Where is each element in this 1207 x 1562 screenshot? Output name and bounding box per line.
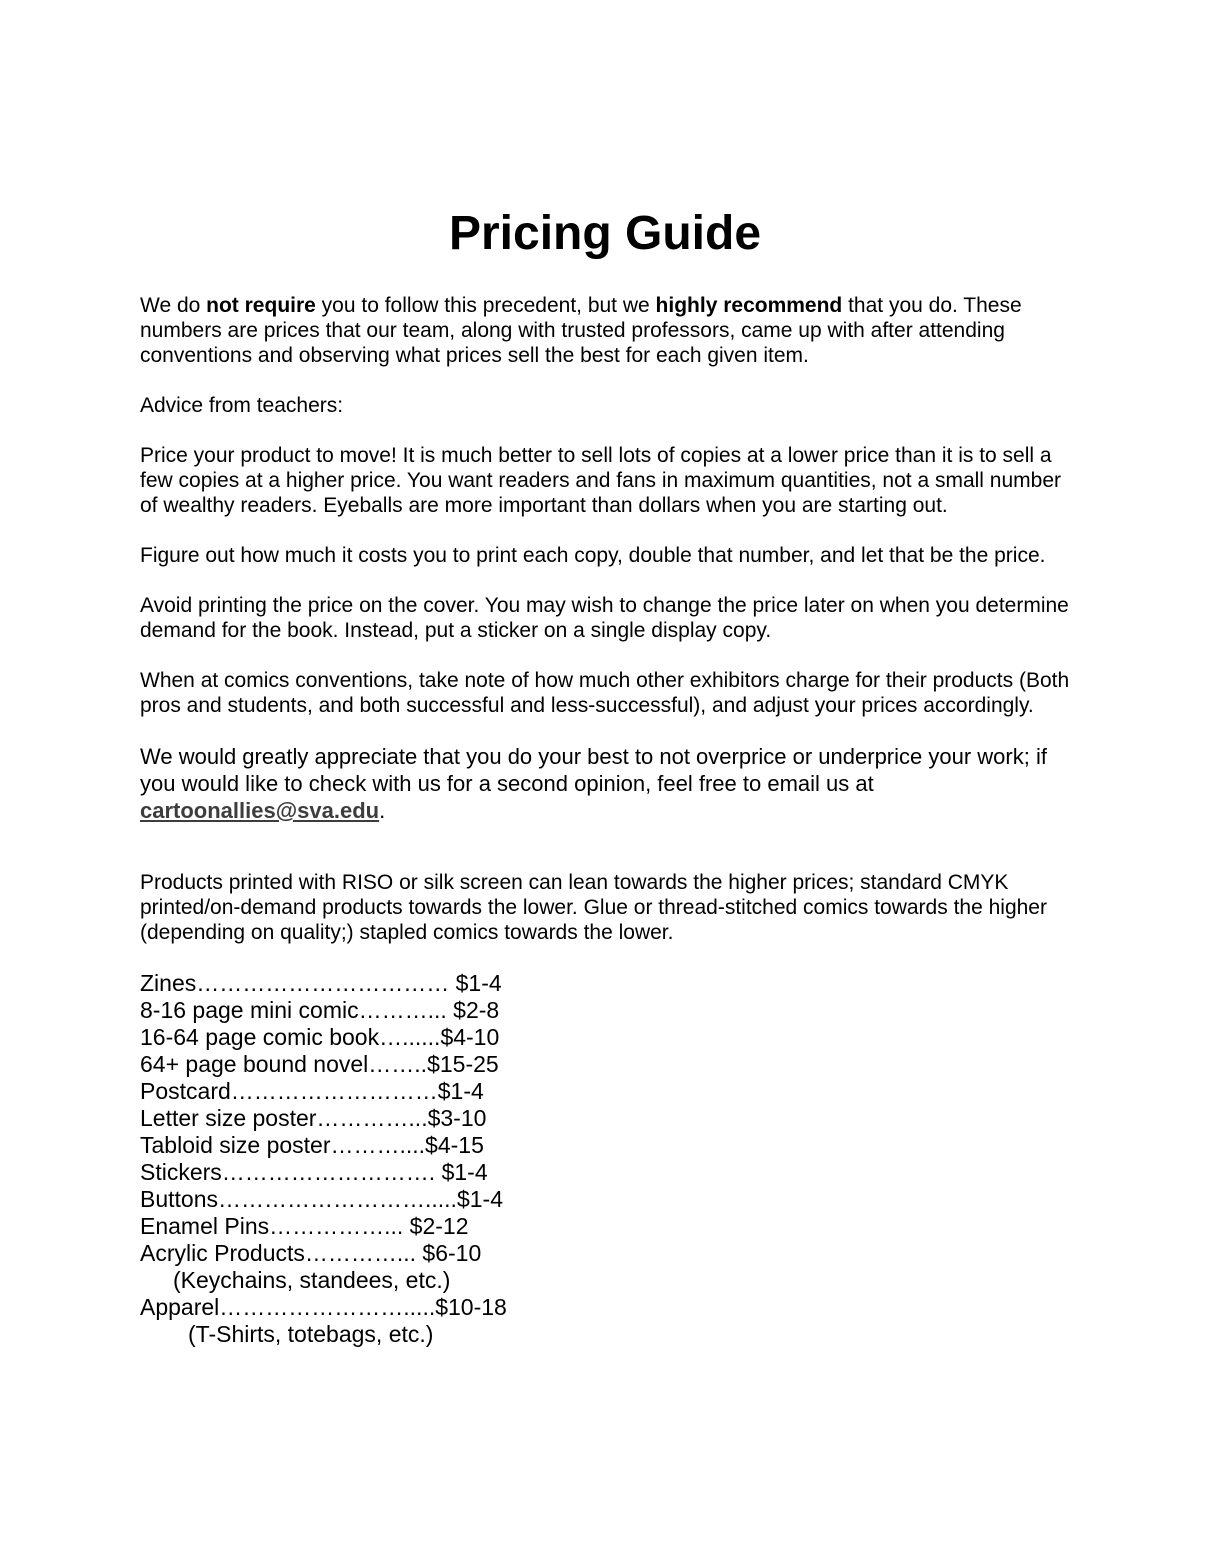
price-list-line-letter-poster: Letter size poster…………...$3-10: [140, 1105, 487, 1131]
appeal-period: .: [379, 798, 386, 823]
intro-paragraph: [140, 293, 1075, 368]
price-list-line-keychains-note: (Keychains, standees, etc.): [173, 1267, 451, 1293]
price-list-line-comic-book: 16-64 page comic book…......$4-10: [140, 1024, 500, 1050]
price-list-line-acrylic-products: Acrylic Products…………... $6-10: [140, 1240, 482, 1266]
advice-heading: Advice from teachers:: [140, 394, 344, 417]
bold-phrase-highly-recommend: highly recommend: [655, 294, 843, 317]
printing-note-paragraph: Products printed with RISO or silk screen can lean towards the higher prices; standard CMYK printed/on-demand products towards the lower. Glue or thread-stitched comics towards the higher (depending on quality;) stapled comics towards the lower.: [140, 871, 1047, 944]
price-list-line-buttons: Buttons……………………….....$1-4: [140, 1186, 503, 1212]
price-list-line-stickers: Stickers………………………. $1-4: [140, 1159, 488, 1185]
price-list-line-enamel-pins: Enamel Pins……………... $2-12: [140, 1213, 469, 1239]
intro-text-2: you to follow this precedent, but we: [315, 294, 656, 317]
advice-paragraph-convention-prices: When at comics conventions, take note of how much other exhibitors charge for their products (Both pros and students, and both successful and less-successful), and adjust your prices accordingly.: [140, 669, 1070, 717]
price-list-line-mini-comic: 8-16 page mini comic………... $2-8: [140, 997, 500, 1023]
intro-text-3: that you do. These numbers are prices that our team, along with trusted professors, came up with after attending conventions and observing what prices sell the best for each given item.: [140, 294, 1022, 367]
price-list-line-bound-novel: 64+ page bound novel……..$15-25: [140, 1051, 499, 1077]
price-list: [140, 970, 1075, 1348]
price-list-line-zines: Zines…………………………… $1-4: [140, 970, 502, 996]
advice-paragraph-price-sticker: Avoid printing the price on the cover. You may wish to change the price later on when you determine demand for the book. Instead, put a sticker on a single display copy.: [140, 594, 1069, 642]
advice-paragraph-double-cost: Figure out how much it costs you to print each copy, double that number, and let that be the price.: [140, 544, 1046, 567]
appeal-text: We would greatly appreciate that you do your best to not overprice or underprice your work; if you would like to check with us for a second opinion, feel free to email us at: [140, 744, 1047, 796]
bold-phrase-not-require: not require: [206, 294, 316, 317]
intro-text-1: We do: [140, 294, 207, 317]
page-title: Pricing Guide: [448, 207, 762, 260]
advice-paragraph-price-to-move: Price your product to move! It is much better to sell lots of copies at a lower price than it is to sell a few copies at a higher price. You want readers and fans in maximum quantities, not a small number of wealthy readers. Eyeballs are more important than dollars when you are starting out.: [140, 444, 1061, 517]
appeal-paragraph: [140, 743, 1075, 824]
price-list-line-postcard: Postcard………………………$1-4: [140, 1078, 484, 1104]
email-link[interactable]: cartoonallies@sva.edu: [140, 798, 380, 823]
price-list-line-apparel: Apparel…………………….....$10-18: [140, 1294, 507, 1320]
price-list-line-tshirts-note: (T-Shirts, totebags, etc.): [188, 1321, 434, 1347]
price-list-line-tabloid-poster: Tabloid size poster………....$4-15: [140, 1132, 484, 1158]
